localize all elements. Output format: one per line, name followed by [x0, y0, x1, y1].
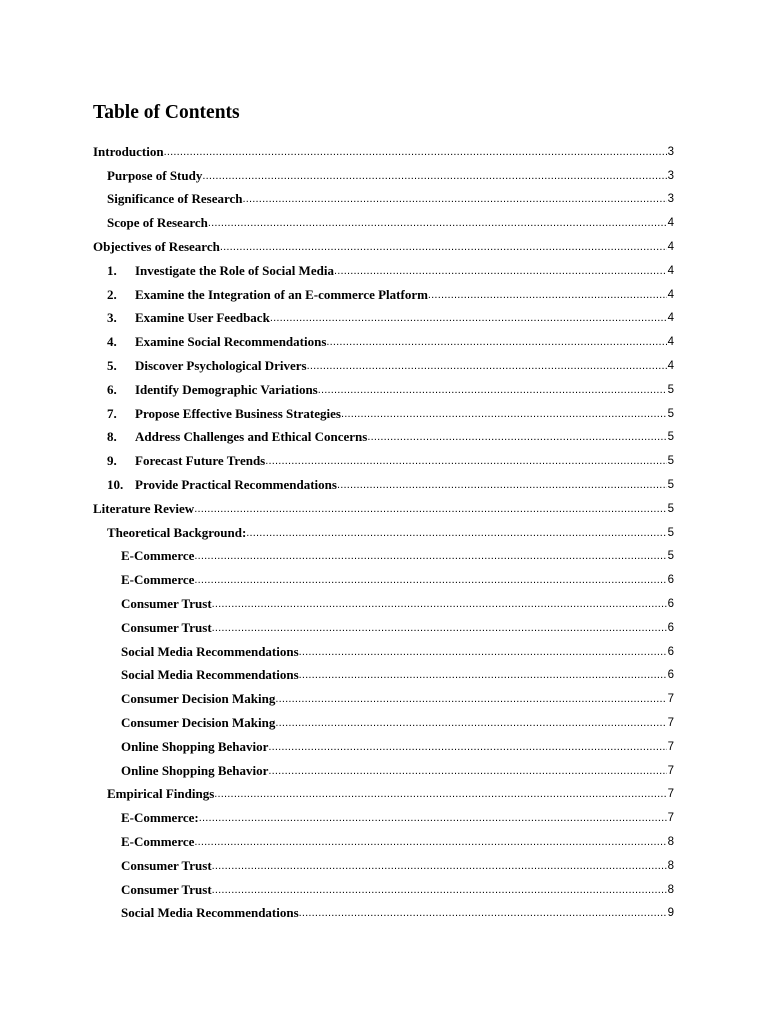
- toc-page-number: 4: [667, 312, 674, 325]
- toc-page-number: 6: [667, 598, 674, 611]
- toc-dot-leader: [341, 407, 667, 421]
- toc-dot-leader: [212, 859, 667, 873]
- toc-entry-title: Investigate the Role of Social Media: [135, 262, 334, 278]
- toc-entry[interactable]: [0, 497, 768, 521]
- toc-entry[interactable]: [0, 664, 768, 688]
- toc-page-number: 4: [667, 264, 674, 277]
- toc-entry[interactable]: [0, 568, 768, 592]
- toc-entry-number: 7.: [107, 405, 117, 421]
- toc-page-number: 4: [667, 336, 674, 349]
- toc-entry-title: Forecast Future Trends: [135, 453, 266, 469]
- toc-entry-number: 4.: [107, 334, 117, 350]
- toc-page-number: 4: [667, 288, 674, 301]
- toc-page-number: 7: [667, 812, 674, 825]
- toc-entry-title: Consumer Trust: [121, 619, 212, 635]
- toc-title: Table of Contents: [93, 102, 240, 123]
- toc-entry[interactable]: [0, 592, 768, 616]
- toc-dot-leader: [275, 716, 667, 730]
- toc-entry[interactable]: [0, 426, 768, 450]
- toc-entry-number: 5.: [107, 358, 117, 374]
- toc-entry[interactable]: [0, 378, 768, 402]
- toc-entry-title: E-Commerce: [121, 548, 195, 564]
- toc-entry[interactable]: [0, 783, 768, 807]
- toc-entry[interactable]: [0, 188, 768, 212]
- toc-entry[interactable]: [0, 449, 768, 473]
- toc-page-number: 4: [667, 241, 674, 254]
- toc-dot-leader: [275, 692, 667, 706]
- toc-entry[interactable]: [0, 687, 768, 711]
- toc-entry[interactable]: [0, 806, 768, 830]
- toc-page-number: 8: [667, 859, 674, 872]
- toc-page-number: 7: [667, 740, 674, 753]
- toc-entry[interactable]: [0, 330, 768, 354]
- toc-entry-title: Examine User Feedback: [135, 310, 270, 326]
- toc-entry-title: Consumer Decision Making: [121, 715, 276, 731]
- toc-dot-leader: [265, 454, 667, 468]
- toc-page-number: 6: [667, 621, 674, 634]
- toc-entry[interactable]: [0, 235, 768, 259]
- toc-dot-leader: [307, 359, 667, 373]
- toc-entry-title: Discover Psychological Drivers: [135, 358, 307, 374]
- toc-entry[interactable]: [0, 759, 768, 783]
- toc-page-number: 6: [667, 645, 674, 658]
- toc-dot-leader: [212, 883, 667, 897]
- toc-entry-title: Consumer Trust: [121, 881, 212, 897]
- toc-dot-leader: [326, 335, 667, 349]
- toc-list: [0, 140, 768, 925]
- toc-dot-leader: [212, 621, 667, 635]
- toc-entry-title: Online Shopping Behavior: [121, 762, 269, 778]
- toc-page-number: 5: [667, 550, 674, 563]
- toc-entry-title: Address Challenges and Ethical Concerns: [135, 429, 368, 445]
- toc-page-number: 5: [667, 502, 674, 515]
- toc-dot-leader: [194, 835, 667, 849]
- toc-entry-title: Examine the Integration of an E-commerce Platform: [135, 286, 428, 302]
- toc-entry[interactable]: [0, 640, 768, 664]
- toc-entry-title: E-Commerce: [121, 572, 195, 588]
- toc-dot-leader: [299, 668, 667, 682]
- toc-entry-title: Identify Demographic Variations: [135, 381, 318, 397]
- toc-entry[interactable]: [0, 211, 768, 235]
- toc-page-number: 3: [667, 169, 674, 182]
- toc-entry-title: Consumer Trust: [121, 596, 212, 612]
- toc-entry[interactable]: [0, 878, 768, 902]
- toc-entry[interactable]: [0, 259, 768, 283]
- toc-dot-leader: [243, 192, 667, 206]
- toc-dot-leader: [164, 145, 667, 159]
- toc-dot-leader: [194, 573, 667, 587]
- toc-entry[interactable]: [0, 402, 768, 426]
- toc-entry-title: E-Commerce:: [121, 810, 199, 826]
- toc-entry-title: Propose Effective Business Strategies: [135, 405, 341, 421]
- toc-page-number: 5: [667, 455, 674, 468]
- toc-dot-leader: [270, 311, 667, 325]
- toc-entry-title: Purpose of Study: [107, 167, 203, 183]
- toc-entry-title: Theoretical Background:: [107, 524, 247, 540]
- toc-entry[interactable]: [0, 735, 768, 759]
- toc-entry[interactable]: [0, 164, 768, 188]
- toc-page-number: 5: [667, 526, 674, 539]
- toc-dot-leader: [334, 264, 667, 278]
- toc-dot-leader: [220, 240, 667, 254]
- toc-entry[interactable]: [0, 307, 768, 331]
- toc-entry-number: 3.: [107, 310, 117, 326]
- toc-page-number: 5: [667, 479, 674, 492]
- toc-dot-leader: [199, 811, 667, 825]
- toc-dot-leader: [318, 383, 667, 397]
- toc-dot-leader: [202, 169, 667, 183]
- toc-dot-leader: [212, 597, 667, 611]
- toc-entry[interactable]: [0, 830, 768, 854]
- toc-entry-title: Online Shopping Behavior: [121, 738, 269, 754]
- toc-entry-title: Consumer Trust: [121, 857, 212, 873]
- toc-page-number: 6: [667, 574, 674, 587]
- toc-dot-leader: [194, 549, 667, 563]
- toc-entry-number: 6.: [107, 381, 117, 397]
- toc-dot-leader: [214, 787, 667, 801]
- toc-page-number: 7: [667, 764, 674, 777]
- toc-entry-title: Introduction: [93, 143, 164, 159]
- toc-page-number: 5: [667, 431, 674, 444]
- toc-page-number: 7: [667, 788, 674, 801]
- toc-entry-title: Social Media Recommendations: [121, 905, 299, 921]
- toc-entry[interactable]: [0, 473, 768, 497]
- toc-entry-title: Consumer Decision Making: [121, 691, 276, 707]
- toc-dot-leader: [208, 216, 667, 230]
- toc-entry-title: Social Media Recommendations: [121, 643, 299, 659]
- toc-entry-title: Provide Practical Recommendations: [135, 477, 337, 493]
- toc-page-number: 4: [667, 360, 674, 373]
- toc-entry[interactable]: [0, 711, 768, 735]
- toc-entry[interactable]: [0, 854, 768, 878]
- toc-dot-leader: [246, 526, 667, 540]
- toc-dot-leader: [194, 502, 667, 516]
- toc-entry-number: 2.: [107, 286, 117, 302]
- toc-page-number: 7: [667, 717, 674, 730]
- toc-dot-leader: [337, 478, 667, 492]
- toc-page-number: 5: [667, 407, 674, 420]
- toc-page-number: 3: [667, 193, 674, 206]
- toc-dot-leader: [299, 645, 667, 659]
- toc-entry[interactable]: [0, 283, 768, 307]
- toc-page-number: 5: [667, 383, 674, 396]
- toc-entry[interactable]: [0, 521, 768, 545]
- toc-entry[interactable]: [0, 616, 768, 640]
- toc-entry-number: 9.: [107, 453, 117, 469]
- toc-entry-title: Objectives of Research: [93, 239, 220, 255]
- toc-page-number: 6: [667, 669, 674, 682]
- toc-entry[interactable]: [0, 354, 768, 378]
- toc-dot-leader: [428, 288, 667, 302]
- toc-entry-number: 10.: [107, 477, 124, 493]
- toc-dot-leader: [299, 906, 667, 920]
- toc-dot-leader: [268, 764, 667, 778]
- toc-page-number: 8: [667, 836, 674, 848]
- toc-page-number: 4: [667, 217, 674, 230]
- toc-entry-title: Literature Review: [93, 500, 195, 516]
- toc-entry[interactable]: [0, 902, 768, 926]
- toc-page-number: 9: [667, 907, 674, 920]
- toc-page-number: 7: [667, 693, 674, 706]
- toc-entry-number: 8.: [107, 429, 117, 445]
- toc-dot-leader: [268, 740, 667, 754]
- toc-entry-title: Significance of Research: [107, 191, 243, 207]
- toc-dot-leader: [367, 430, 667, 444]
- toc-page-number: 3: [667, 145, 674, 158]
- toc-entry[interactable]: [0, 545, 768, 569]
- toc-entry-title: Scope of Research: [107, 215, 208, 231]
- toc-entry-title: Social Media Recommendations: [121, 667, 299, 683]
- toc-entry-title: Empirical Findings: [107, 786, 215, 802]
- toc-page-number: 8: [667, 883, 674, 896]
- toc-entry-number: 1.: [107, 262, 117, 278]
- toc-entry[interactable]: [0, 140, 768, 164]
- toc-entry-title: E-Commerce: [121, 834, 195, 849]
- toc-entry-title: Examine Social Recommendations: [135, 334, 327, 350]
